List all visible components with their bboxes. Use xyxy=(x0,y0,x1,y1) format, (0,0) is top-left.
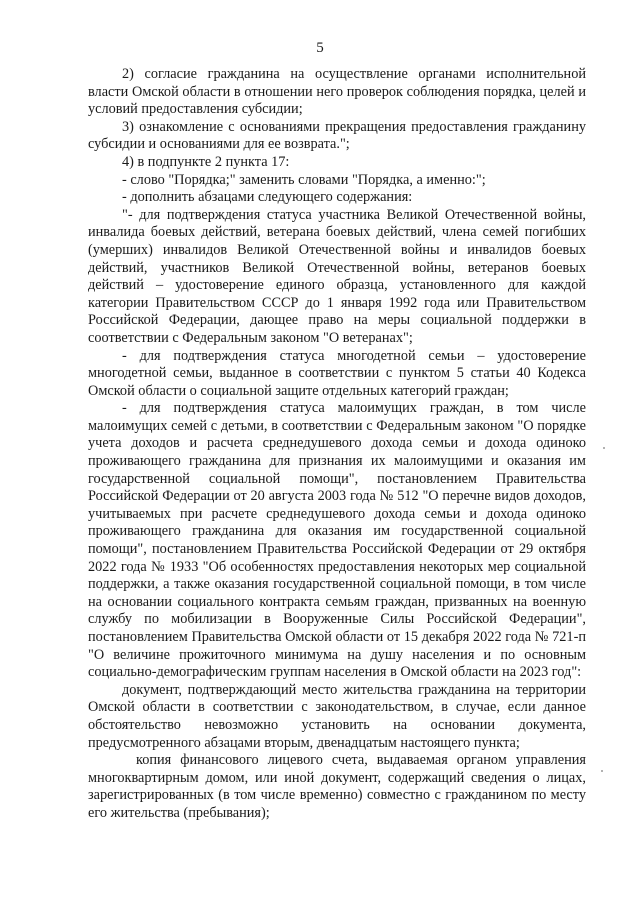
paragraph-add-clauses: - дополнить абзацами следующего содержания: xyxy=(122,189,413,206)
paragraph-residence-document: документ, подтверждающий место жительства гражданина на территории Омской области в соответствии с законодательством, в случае, если данное обстоятельство невозможно установить на основании документа, предусмотренного абзацами вторым, двенадцатым настоящего пункта; xyxy=(88,681,586,751)
paragraph-veterans-status: "- для подтверждения статуса участника Великой Отечественной войны, инвалида боевых действий, ветерана боевых действий, члена семей погибших (умерших) инвалидов Великой Отечественной войны и инвалидов боевых действий, участников Великой Отечественной войны, ветеранов боевых действий – удостоверение единого образца, установленного для каждой категории Правительством СССР до 1 января 1992 года или Правительством Российской Федерации, дающее право на меры социальной поддержки в соответствии с Федеральным законом "О ветеранах"; xyxy=(88,206,586,346)
paragraph-large-family-status: - для подтверждения статуса многодетной семьи – удостоверение многодетной семьи, выданное в соответствии с пунктом 5 статьи 40 Кодекса Омской области о социальной защите отдельных категорий граждан; xyxy=(88,347,586,399)
scan-speck xyxy=(601,770,603,772)
paragraph-word-replacement: - слово "Порядка;" заменить словами "Порядка, а именно:"; xyxy=(122,171,486,188)
paragraph-low-income-status: - для подтверждения статуса малоимущих граждан, в том числе малоимущих семей с детьми, в соответствии с Федеральным законом "О порядке учета доходов и расчета среднедушевого дохода семьи и дохода одиноко проживающего гражданина для признания их малоимущими и оказания им государственной социальной помощи", постановлением Правительства Российской Федерации от 20 августа 2003 года № 512 "О перечне видов доходов, учитываемых при расчете среднедушевого дохода семьи и дохода одиноко проживающего гражданина для оказания им государственной социальной помощи", постановлением Правительства Российской Федерации от 29 октября 2022 года № 1933 "Об особенностях предоставления некоторых мер социальной поддержки, а также оказания государственной социальной помощи, в том числе на основании социального контракта семьям граждан, призванных на военную службу по мобилизации в Вооруженные Силы Российской Федерации", постановлением Правительства Омской области от 15 декабря 2022 года № 721-п "О величине прожиточного минимума на душу населения и по основным социально-демографическим группам населения в Омской области на 2023 год": xyxy=(88,400,586,681)
page-number: 5 xyxy=(316,40,324,56)
document-body xyxy=(88,66,586,823)
paragraph-subpoint: 4) в подпункте 2 пункта 17: xyxy=(122,153,290,170)
paragraph-familiarization: 3) ознакомление с основаниями прекращения предоставления гражданину субсидии и основаниями для ее возврата."; xyxy=(88,118,586,153)
paragraph-account-copy: копия финансового лицевого счета, выдаваемая органом управления многоквартирным домом, или иной документ, содержащий сведения о лицах, зарегистрированных (в том числе временно) совместно с гражданином по месту его жительства (пребывания); xyxy=(88,752,586,821)
scan-speck xyxy=(603,447,605,449)
paragraph-consent: 2) согласие гражданина на осуществление органами исполнительной власти Омской области в отношении него проверок соблюдения порядка, целей и условий предоставления субсидии; xyxy=(88,66,586,118)
